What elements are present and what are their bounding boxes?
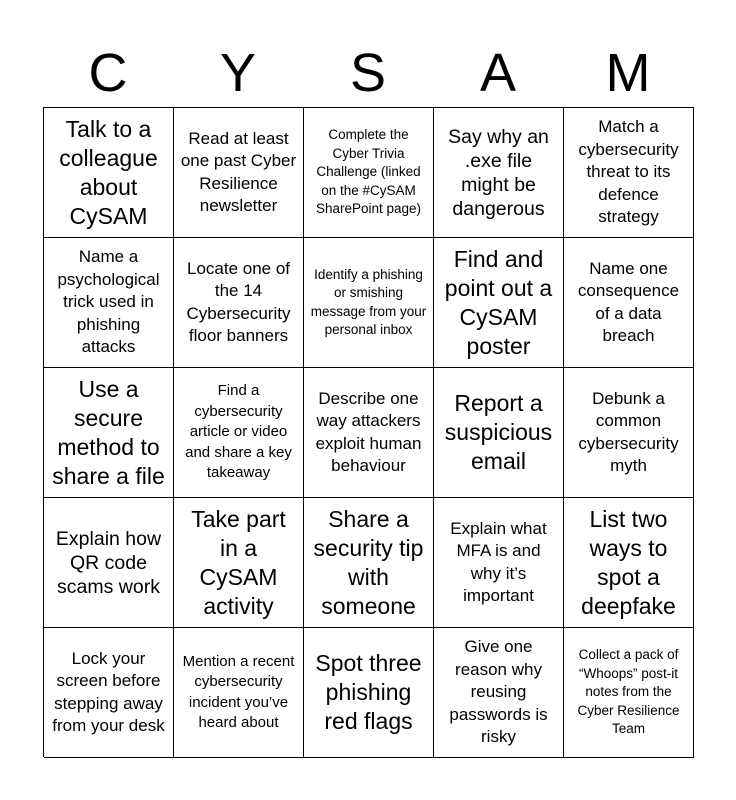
bingo-cell-text: Use a secure method to share a file xyxy=(52,375,165,489)
bingo-cell-text: Debunk a common cybersecurity myth xyxy=(578,388,679,475)
bingo-cell[interactable] xyxy=(44,238,174,368)
bingo-cell[interactable] xyxy=(564,108,694,238)
bingo-cell[interactable] xyxy=(564,628,694,758)
bingo-cell[interactable] xyxy=(44,628,174,758)
bingo-cell-text: Give one reason why reusing passwords is risky xyxy=(449,637,548,747)
bingo-cell-text: Read at least one past Cyber Resilience newsletter xyxy=(180,128,297,215)
bingo-cell-text: Lock your screen before stepping away from your desk xyxy=(52,648,165,735)
bingo-cell[interactable] xyxy=(304,108,434,238)
bingo-cell-text: Match a cybersecurity threat to its defence strategy xyxy=(578,117,679,227)
bingo-cell[interactable] xyxy=(434,238,564,368)
bingo-cell-text: Report a suspicious email xyxy=(444,390,553,474)
bingo-cell[interactable] xyxy=(304,628,434,758)
header-letter-y: Y xyxy=(219,43,257,103)
header-letter-m: M xyxy=(605,43,651,103)
bingo-cell[interactable] xyxy=(174,238,304,368)
header-letter-s: S xyxy=(349,43,387,103)
bingo-cell[interactable] xyxy=(434,498,564,628)
bingo-cell[interactable] xyxy=(174,628,304,758)
bingo-cell[interactable] xyxy=(304,238,434,368)
bingo-cell-text: Spot three phishing red flags xyxy=(315,650,422,734)
bingo-cell-text: Name a psychological trick used in phishing attacks xyxy=(57,247,160,357)
bingo-cell[interactable] xyxy=(304,498,434,628)
bingo-cell[interactable] xyxy=(564,498,694,628)
bingo-cell[interactable] xyxy=(304,368,434,498)
bingo-cell-text: Identify a phishing or smishing message from your personal inbox xyxy=(310,266,427,337)
bingo-cell-text: Describe one way attackers exploit human behaviour xyxy=(315,388,422,475)
bingo-cell[interactable] xyxy=(174,108,304,238)
bingo-cell[interactable] xyxy=(44,108,174,238)
bingo-cell-text: List two ways to spot a deepfake xyxy=(581,505,676,619)
bingo-cell-text: Talk to a colleague about CySAM xyxy=(59,115,158,229)
bingo-cell[interactable] xyxy=(434,108,564,238)
bingo-cell-text: Explain how QR code scams work xyxy=(55,527,162,598)
bingo-cell[interactable] xyxy=(434,628,564,758)
header-letter-c: C xyxy=(88,43,128,103)
bingo-cell-text: Find a cybersecurity article or video and share a key takeaway xyxy=(185,382,292,482)
bingo-cell-text: Name one consequence of a data breach xyxy=(577,258,680,345)
bingo-cell-text: Complete the Cyber Trivia Challenge (linked on the #CySAM SharePoint page) xyxy=(315,127,422,217)
bingo-cell-text: Share a security tip with someone xyxy=(313,505,424,619)
bingo-cell[interactable] xyxy=(564,238,694,368)
bingo-cell-text: Say why an .exe file might be dangerous xyxy=(448,125,549,220)
bingo-cell-text: Explain what MFA is and why it’s important xyxy=(450,518,547,605)
bingo-cell-text: Find and point out a CySAM poster xyxy=(444,245,553,359)
bingo-cell-text: Take part in a CySAM activity xyxy=(191,505,286,619)
bingo-cell[interactable] xyxy=(434,368,564,498)
bingo-cell[interactable] xyxy=(44,498,174,628)
bingo-cell-text: Mention a recent cybersecurity incident you’ve heard about xyxy=(182,652,295,731)
header-letter-a: A xyxy=(479,43,517,103)
bingo-cell-text: Locate one of the 14 Cybersecurity floor banners xyxy=(186,258,291,345)
bingo-cell[interactable] xyxy=(564,368,694,498)
bingo-header xyxy=(43,40,693,106)
bingo-cell[interactable] xyxy=(174,498,304,628)
bingo-cell[interactable] xyxy=(44,368,174,498)
bingo-grid xyxy=(43,107,694,757)
bingo-cell[interactable] xyxy=(174,368,304,498)
bingo-cell-text: Collect a pack of “Whoops” post-it notes from the Cyber Resilience Team xyxy=(577,647,680,737)
